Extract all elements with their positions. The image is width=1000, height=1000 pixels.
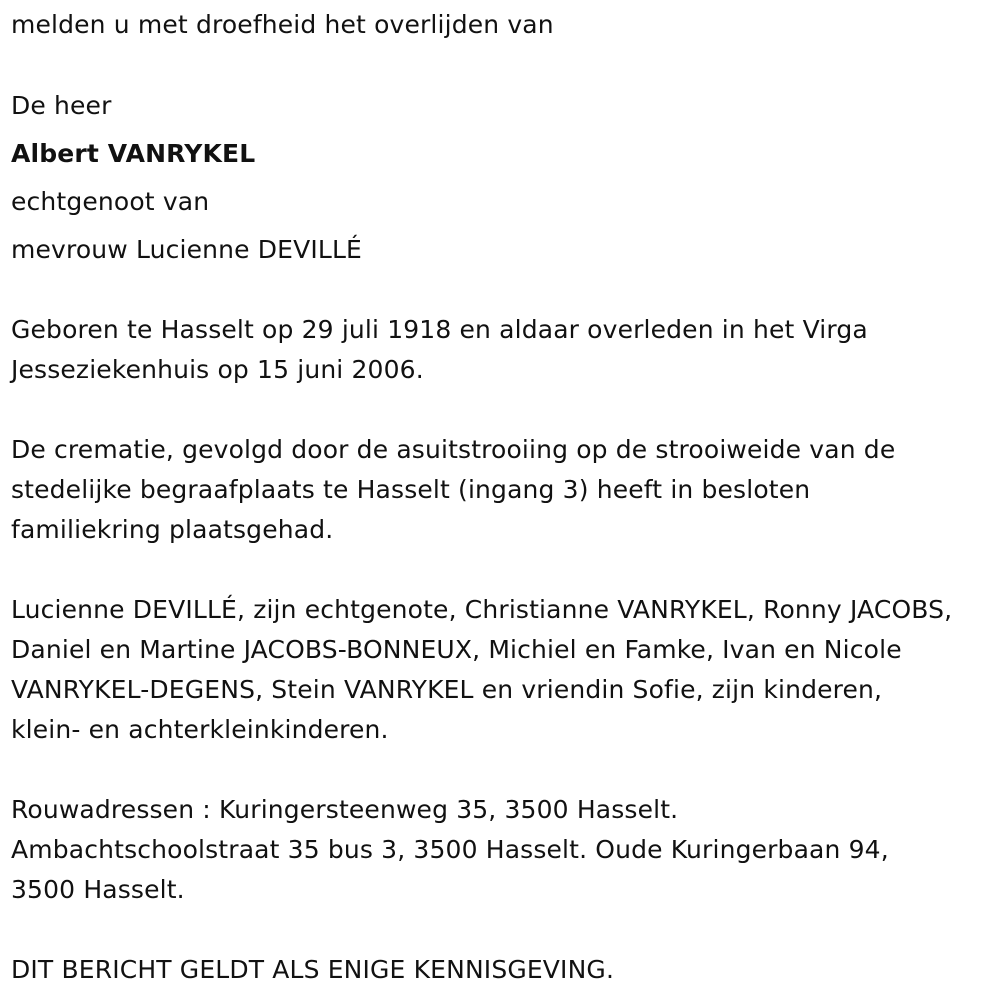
- paragraph-line: 3500 Hasselt.: [11, 875, 185, 904]
- cremation-paragraph: [11, 430, 996, 550]
- closing-line: DIT BERICHT GELDT ALS ENIGE KENNISGEVING.: [11, 955, 615, 984]
- paragraph-line: klein- en achterkleinkinderen.: [11, 715, 389, 744]
- paragraph-line: Daniel en Martine JACOBS-BONNEUX, Michiel en Famke, Ivan en Nicole: [11, 635, 902, 664]
- paragraph-line: Rouwadressen : Kuringersteenweg 35, 3500 Hasselt.: [11, 795, 679, 824]
- salutation: De heer: [11, 91, 112, 120]
- addresses-paragraph: [11, 790, 996, 910]
- deceased-name: Albert VANRYKEL: [11, 139, 256, 168]
- paragraph-line: VANRYKEL-DEGENS, Stein VANRYKEL en vriendin Sofie, zijn kinderen,: [11, 675, 883, 704]
- relation-line: echtgenoot van: [11, 187, 210, 216]
- opening-line: melden u met droefheid het overlijden van: [11, 10, 554, 39]
- paragraph-line: Geboren te Hasselt op 29 juli 1918 en aldaar overleden in het Virga: [11, 315, 868, 344]
- paragraph-line: Ambachtschoolstraat 35 bus 3, 3500 Hasselt. Oude Kuringerbaan 94,: [11, 835, 889, 864]
- paragraph-line: Lucienne DEVILLÉ, zijn echtgenote, Christianne VANRYKEL, Ronny JACOBS,: [11, 595, 953, 624]
- paragraph-line: Jesseziekenhuis op 15 juni 2006.: [11, 355, 424, 384]
- paragraph-line: De crematie, gevolgd door de asuitstrooiing op de strooiweide van de: [11, 435, 896, 464]
- birth-death-paragraph: [11, 310, 996, 390]
- paragraph-line: stedelijke begraafplaats te Hasselt (ingang 3) heeft in besloten: [11, 475, 811, 504]
- family-paragraph: [11, 590, 996, 750]
- paragraph-line: familiekring plaatsgehad.: [11, 515, 334, 544]
- spouse-line: mevrouw Lucienne DEVILLÉ: [11, 235, 362, 264]
